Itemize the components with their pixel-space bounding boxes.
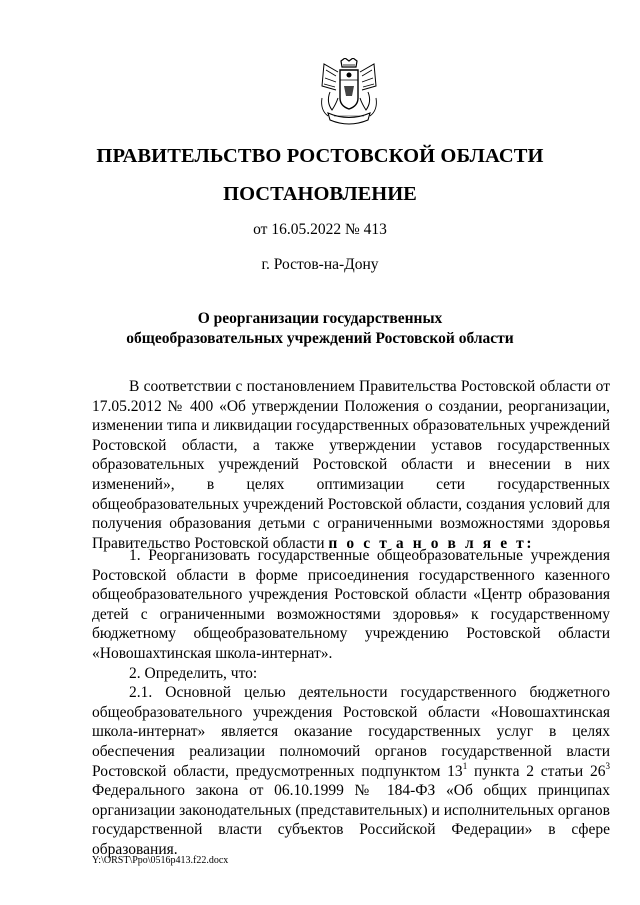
item-2-1 [92,683,610,859]
superscript-1: 1 [462,760,468,771]
file-path-footer: Y:\ORST\Ppo\0516p413.f22.docx [92,855,229,866]
subject-line-2: общеобразовательных учреждений Ростовской области [126,330,514,347]
coat-of-arms-emblem [316,58,382,128]
decree-items [92,546,610,860]
item-1: 1. Реорганизовать государственные общеобразовательные учреждения Ростовской области в форме присоединения государственного казенного общеобразовательного учреждения Ростовской области «Центр образования детей с ограниченными возможностями здоровья» к государственному бюджетному общеобразовательному учреждению Ростовской области «Новошахтинская школа-интернат». [92,547,610,662]
preamble-text: В соответствии с постановлением Правительства Ростовской области от 17.05.2012 № 400 «Об утверждении Положения о создании, реорганизации, изменении типа и ликвидации государственных образовательных учреждений Ростовской области, а также утверждении уставов государственных образовательных учреждений Ростовской области и внесении в них изменений», в целях оптимизации сети государственных общеобразовательных учреждений Ростовской области, создания условий для получения образования детьми с ограниченными возможностями здоровья Правительство Ростовской области [92,378,610,552]
superscript-2: 3 [605,760,611,771]
subject-line-1: О реорганизации государственных [197,310,443,327]
item-2-1-part-a: 2.1. Основной целью деятельности государственного бюджетного общеобразовательного учреждения Ростовской области «Новошахтинская школа-интернат» является оказание государственных услуг в целях обеспечения реализации полномочий органов государственной власти Ростовской области, предусмотренных подпунктом 13 [92,684,610,780]
decree-word: п о с т а н о в л я е т: [328,534,535,552]
document-date-number: от 16.05.2022 № 413 [253,221,387,238]
document-subject [0,309,640,349]
document-city: г. Ростов-на-Дону [261,256,379,273]
item-2: 2. Определить, что: [129,664,258,682]
document-type-title: ПОСТАНОВЛЕНИЕ [223,183,417,205]
item-2-1-part-b: пункта 2 статьи 26 [467,762,606,780]
preamble-paragraph [92,377,610,553]
government-title: ПРАВИТЕЛЬСТВО РОСТОВСКОЙ ОБЛАСТИ [96,145,544,167]
item-2-1-part-c: Федерального закона от 06.10.1999 № 184-ФЗ «Об общих принципах организации законодательных (представительных) и исполнительных органов государственной власти субъектов Российской Федерации» в сфере образования. [92,782,610,858]
